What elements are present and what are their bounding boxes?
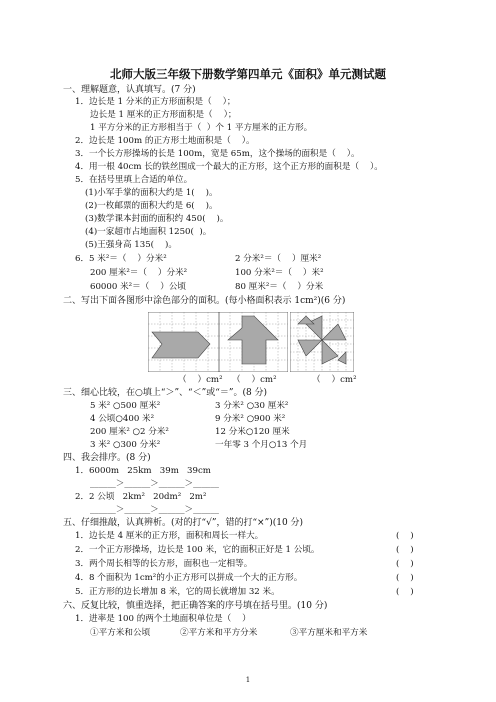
q1-line-b: 边长是 1 厘米的正方形面积是（ ）； [90, 110, 237, 120]
q6-1a: 6．5 米²＝（ ）分米² [75, 254, 167, 264]
section-3-heading: 三、细心比较，在○填上“＞”、“＜”或“＝”。(8 分) [63, 388, 268, 398]
q6-2a: 200 厘米²＝（ ）分米² [90, 268, 188, 278]
section-5-heading: 五、仔细推敲，认真辨析。(对的打“√”，错的打“×”)(10 分) [63, 518, 304, 528]
judge-item-5: 5．正方形的边长增加 8 米，它的周长就增加 32 米。 [75, 587, 280, 597]
q2: 2．边长是 100m 的正方形土地面积是（ ）。 [75, 136, 255, 146]
q3: 3．一个长方形操场的长是 100m，宽是 65m，这个操场的面积是（ ）。 [75, 149, 360, 159]
figure-1-grid [148, 312, 220, 372]
judge-item-2: 2．一个正方形操场，边长是 100 米，它的面积正好是 1 公顷。 [75, 545, 320, 555]
q5-1: (1)小军手掌的面积大约是 1( )。 [85, 188, 218, 198]
q5-4: (4)一家超市占地面积 1250( )。 [85, 227, 212, 237]
q5-3: (3)数学课本封面的面积约 450( )。 [85, 214, 229, 224]
judge-item-1: 1．边长是 4 厘米的正方形，面积和周长一样大。 [75, 531, 264, 541]
choice-option-2: ②平方米和平方分米 [180, 628, 258, 638]
compare-2a: 4 公顷○400 米² [90, 414, 155, 424]
q6-1b: 2 分米²＝（ ）厘米² [235, 254, 322, 264]
judge-bracket-5: ( ) [396, 587, 414, 597]
figure-2-grid [218, 312, 288, 372]
figure-3-grid [290, 312, 354, 372]
page-number: 1 [245, 676, 251, 684]
judge-bracket-4: ( ) [396, 573, 414, 583]
judge-bracket-3: ( ) [396, 559, 414, 569]
shaded-region-1 [152, 332, 210, 358]
shaded-region-3 [298, 316, 346, 364]
sort-q2-blanks: ______＞______＞______＞______ [90, 505, 219, 515]
answer-blank-1: （ ）cm² [178, 375, 223, 385]
compare-1a: 5 米² ○500 厘米² [90, 401, 161, 411]
compare-3a: 200 厘米² ○2 分米² [90, 427, 169, 437]
answer-blank-3: （ ）cm² [312, 375, 357, 385]
section-6-heading: 六、反复比较，慎重选择，把正确答案的序号填在括号里。(10 分) [63, 601, 328, 611]
section-1-heading: 一、理解题意，认真填写。(7 分) [63, 85, 196, 95]
choice-q1: 1．进率是 100 的两个土地面积单位是（ ） [75, 614, 251, 624]
section-2-heading: 二、写出下面各图形中涂色部分的面积。(每小格面积表示 1cm²)(6 分) [63, 296, 346, 306]
compare-4b: 一年零 3 个月○13 个月 [215, 440, 308, 450]
q5-2: (2)一枚邮票的面积大约是 6( )。 [85, 201, 218, 211]
sort-q1-blanks: ______＞______＞______＞______ [90, 479, 219, 489]
q6-2b: 100 分米²＝（ ）米² [235, 268, 324, 278]
q5-5: (5)王强身高 135( )。 [85, 240, 177, 250]
q1-line-a: 1．边长是 1 分米的正方形面积是（ ）； [75, 97, 236, 107]
section-4-heading: 四、我会排序。(8 分) [63, 453, 151, 463]
judge-item-4: 4．8 个面积为 1cm²的小正方形可以拼成一个大的正方形。 [75, 573, 303, 583]
compare-4a: 3 米² ○300 分米² [90, 440, 161, 450]
compare-1b: 3 分米² ○30 厘米² [215, 401, 289, 411]
compare-3b: 12 分米○120 厘米 [215, 427, 290, 437]
q6-3a: 60000 米²＝（ ）公顷 [90, 282, 187, 292]
judge-bracket-1: ( ) [396, 531, 414, 541]
shaded-region-2 [228, 316, 278, 364]
q6-3b: 80 厘米²＝（ ）分米 [235, 282, 324, 292]
choice-option-3: ③平方厘米和平方米 [290, 628, 368, 638]
sort-q1: 1．6000m 25km 39m 39cm [75, 466, 211, 476]
judge-item-3: 3．两个周长相等的长方形，面积也一定相等。 [75, 559, 253, 569]
q4: 4．用一根 40cm 长的铁丝围成一个最大的正方形，这个正方形的面积是（ ）。 [75, 162, 383, 172]
choice-option-1: ①平方米和公顷 [90, 628, 151, 638]
q5: 5．在括号里填上合适的单位。 [75, 175, 193, 185]
page-title: 北师大版三年级下册数学第四单元《面积》单元测试题 [110, 67, 386, 81]
q1-line-c: 1 平方分米的正方形相当于（ ）个 1 平方厘米的正方形。 [90, 123, 313, 133]
answer-blank-2: （ ）cm² [232, 375, 277, 385]
compare-2b: 9 分米² ○900 米² [215, 414, 286, 424]
sort-q2: 2．2 公顷 2km² 20dm² 2m² [75, 492, 207, 502]
judge-bracket-2: ( ) [396, 545, 414, 555]
